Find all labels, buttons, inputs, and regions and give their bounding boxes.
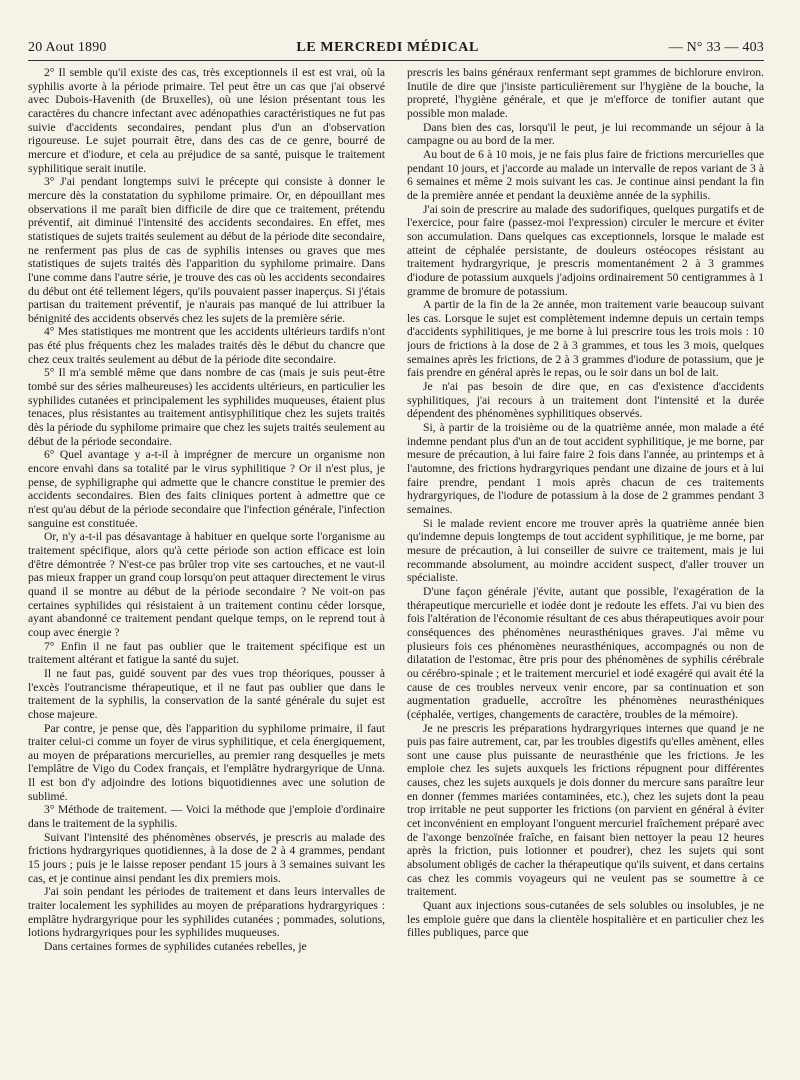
paragraph: Dans certaines formes de syphilides cutanées rebelles, je [44,940,307,953]
header-date: 20 Aout 1890 [28,40,107,55]
paragraph: A partir de la fin de la 2e année, mon traitement varie beaucoup suivant les cas. Lorsque le sujet est complètement indemne depuis un certain temps d'accidents syphilitiques, je me borne à lui prescrire tous les trois mois : 10 jours de frictions à la dose de 2 à 3 grammes, et tous les 3 mois, quelques semaines après les frictions, de 2 à 3 grammes d'iodure de potassium, que je fais prendre en général après le repas, ou le soir dans un bol de lait. [407,298,764,380]
paragraph: 4° Mes statistiques me montrent que les accidents ultérieurs tardifs n'ont pas été plus fréquents chez les malades traités dès le début du chancre que chez ceux traités seulement au début de la période dite secondaire. [28,325,385,366]
section-heading-paragraph: 3° Méthode de traitement. — Voici la méthode que j'emploie d'ordinaire dans le traitement de la syphilis. [28,803,385,831]
paragraph: Je ne prescris les préparations hydrargyriques internes que quand je ne puis pas faire autrement, car, par les troubles digestifs qu'elles amènent, elles sont une cause plus puissante de neurasthénie que les frictions. Je les emploie chez les sujets auxquels les frictions répugnent pour différentes causes, chez les sujets auxquels je dois donner du mercure sans paraître leur en donner (femmes mariées contaminées, etc.), chez les sujets dont la peau trop irritable ne peut supporter les frictions (on parvient en général à éviter cet inconvénient en employant l'onguent mercuriel fraîchement préparé avec de l'axonge benzoïnée fraîche, en faisant bien nettoyer la peau 12 heures après la friction, puis lotionner et poudrer), chez les sujets qui sont absolument obligés de cacher la thérapeutique qu'ils suivent, et dans certains cas chez les commis voyageurs qui ne veulent pas se soumettre à ce traitement. [407,721,764,899]
paragraph: Si, à partir de la troisième ou de la quatrième année, mon malade a été indemne pendant plus d'un an de tout accident syphilitique, je me borne, par mesure de précaution, à lui faire faire 2 fois dans l'année, au printemps et à l'automne, des frictions hydrargyriques pendant une dizaine de jours et à lui faire prendre, pendant 1 mois après chacun de ces traitements hydrargyriques, de l'iodure de potassium à la dose de 2 grammes pendant 3 semaines. [407,421,764,516]
paragraph: J'ai soin de prescrire au malade des sudorifiques, quelques purgatifs et de l'exercice, pour faire (passez-moi l'expression) circuler le mercure et éviter son accumulation. Dans quelques cas exceptionnels, lorsque le malade est atteint de céphalée persistante, de douleurs ostéocopes résistant au traitement hydrargyrique, je prescris momentanément 2 à 3 grammes d'iodure de potassium auxquels j'adjoins ordinairement 50 centigrammes à 1 gramme de bromure de potassium. [407,202,764,298]
right-column [407,66,764,1074]
paragraph: Par contre, je pense que, dès l'apparition du syphilome primaire, il faut traiter celui-ci comme un foyer de virus syphilitique, et cela énergiquement, au moyen de préparations mercurielles, au premier rang desquelles je mets l'emplâtre de Vigo du Codex français, et l'emplâtre hydrargyrique de Unna. Il est bon d'y adjoindre des lotions biquotidiennes avec une solution de sublimé. [28,721,385,803]
paragraph-continued: prescris les bains généraux renfermant sept grammes de bichlorure environ. Inutile de dire que j'insiste particulièrement sur l'hygiène de la bouche, la propreté, l'hygiène générale, et que je m'efforce de tonifier autant que possible mon malade. [407,66,764,120]
text-columns [28,66,764,1074]
paragraph: 3° J'ai pendant longtemps suivi le précepte qui consiste à donner le mercure dès la constatation du syphilome primaire. Or, en dépouillant mes observations il me paraît bien difficile de dire que ce traitement, prétendu préventif, ait diminué l'intensité des accidents secondaires. En effet, mes statistiques de sujets traités seulement au début de la période dite secondaire, ne renferment pas plus de cas de syphilis intenses ou graves que mes statistiques de sujets traités dès l'apparition du syphilome primaire. Dans l'une comme dans l'autre série, je trouve des cas où les accidents secondaires du début ont été tellement légers, qu'ils pouvaient passer inaperçus. Si j'étais partisan du traitement préventif, je n'aurais pas manqué de lui attribuer la bénignité des accidents observés chez les sujets de la première série. [28,175,385,325]
paragraph: Au bout de 6 à 10 mois, je ne fais plus faire de frictions mercurielles que pendant 10 jours, et j'accorde au malade un intervalle de repos variant de 3 à 6 semaines et même 2 mois suivant les cas. Je continue ainsi pendant la fin de la première année et pendant la deuxième année de la syphilis. [407,147,764,202]
paragraph: D'une façon générale j'évite, autant que possible, l'exagération de la thérapeutique mercurielle et iodée dont je redoute les effets. J'ai vu bien des fois l'altération de l'économie résultant de ces abus thérapeutiques avoir pour conséquences des phénomènes neurasthéniques graves. J'ai même vu plusieurs fois ces phénomènes neurasthéniques, accompagnés ou non de dilatation de l'estomac, être pris pour des phénomènes de syphilis cérébrale ou cérébro-spinale ; et le traitement mercuriel et iodé exagéré qui avait été la cause de ces troubles nerveux venir encore, par sa continuation et son augmentation graduelle, accroître les phénomènes neurasthéniques (céphalée, vertiges, changements de caractère, troubles de la mémoire). [407,584,764,721]
journal-title: LE MERCREDI MÉDICAL [296,40,479,55]
paragraph: 5° Il m'a semblé même que dans nombre de cas (mais je suis peut-être tombé sur des séries malheureuses) les accidents ultérieurs, en particulier les syphilides cutanées et principalement les syphilides muqueuses, étaient plus tenaces, plus résistantes au traitement antisyphilitique chez les sujets traités dès la période du syphilome primaire que chez les sujets traités seulement au début de la période secondaire. [28,366,385,448]
header-rule [28,60,764,61]
paragraph: Dans bien des cas, lorsqu'il le peut, je lui recommande un séjour à la campagne ou au bord de la mer. [407,120,764,148]
paragraph: 7° Enfin il ne faut pas oublier que le traitement spécifique est un traitement altérant et fatigue la santé du sujet. [28,639,385,667]
paragraph: Or, n'y a-t-il pas désavantage à habituer en quelque sorte l'organisme au traitement spécifique, alors qu'à cette période son action efficace est loin d'être démontrée ? N'est-ce pas brûler trop vite ses cartouches, et ne vaut-il pas mieux frapper un grand coup lorsqu'on peut attaquer directement le virus quand il se montre au début de la période secondaire ? Ne voit-on pas certaines syphilides qui résistaient à un traitement continu céder lorsque, ayant abandonné ce traitement pendant quelque temps, on le reprend tout à coup avec énergie ? [28,530,385,639]
paragraph: Quant aux injections sous-cutanées de sels solubles ou insolubles, je ne les emploie guère que dans la clientèle hospitalière et en particulier chez les filles publiques, parce que [407,899,764,940]
left-column [28,66,385,1074]
paragraph: J'ai soin pendant les périodes de traitement et dans leurs intervalles de traiter localement les syphilides au moyen de préparations hydrargyriques : emplâtre hydrargyrique pour les syphilides cutanées ; pommades, solutions, lotions hydrargyriques pour les syphilides muqueuses. [28,885,385,940]
paragraph: 6° Quel avantage y a-t-il à imprégner de mercure un organisme non encore envahi dans sa totalité par le virus syphilitique ? Or il n'est plus, je pense, de syphiligraphe qui admette que le chancre constitue le premier des accidents secondaires. Bien des faits cliniques portent à admettre que ce n'est qu'au début de la période secondaire que l'infection générale, l'infection sanguine est constituée. [28,448,385,530]
paragraph: 2° Il semble qu'il existe des cas, très exceptionnels il est est vrai, où la syphilis avorte à la période primaire. Tel peut être un cas que j'ai observé avec Dubois-Havenith (de Bruxelles), où une lésion présentant tous les caractères du chancre infectant avec adénopathies caractéristiques ne fut pas suivie d'accidents secondaires, pendant plus d'un an d'observation rigoureuse. Le sujet pourrait être, dans des cas de ce genre, bourré de mercure et d'iodure, et cela au préjudice de sa santé, puisque le traitement syphilitique serait inutile. [28,66,385,175]
paragraph: Il ne faut pas, guidé souvent par des vues trop théoriques, pousser à l'excès l'outrancisme thérapeutique, et il ne faut pas oublier que dans le traitement de la syphilis, la conservation de la santé générale du sujet est chose majeure. [28,666,385,721]
paragraph: Je n'ai pas besoin de dire que, en cas d'existence d'accidents syphilitiques, j'ai recours à un traitement dont l'intensité et la durée dépendent des phénomènes syphilitiques observés. [407,380,764,421]
issue-page-number: — N° 33 — 403 [668,40,764,55]
paragraph: Si le malade revient encore me trouver après la quatrième année bien qu'indemne depuis longtemps de tout accident syphilitique, je me borne, par mesure de précaution, à lui conseiller de suivre ce traitement, mais je lui recommande absolument, au moindre accident suspect, d'aller trouver un spécialiste. [407,516,764,585]
running-header [28,40,764,58]
paragraph: Suivant l'intensité des phénomènes observés, je prescris au malade des frictions hydrargyriques quotidiennes, à la dose de 2 à 4 grammes, pendant 15 jours ; puis je le laisse reposer pendant 15 jours à 3 semaines suivant les cas, et je continue ainsi pendant les dix premiers mois. [28,830,385,885]
